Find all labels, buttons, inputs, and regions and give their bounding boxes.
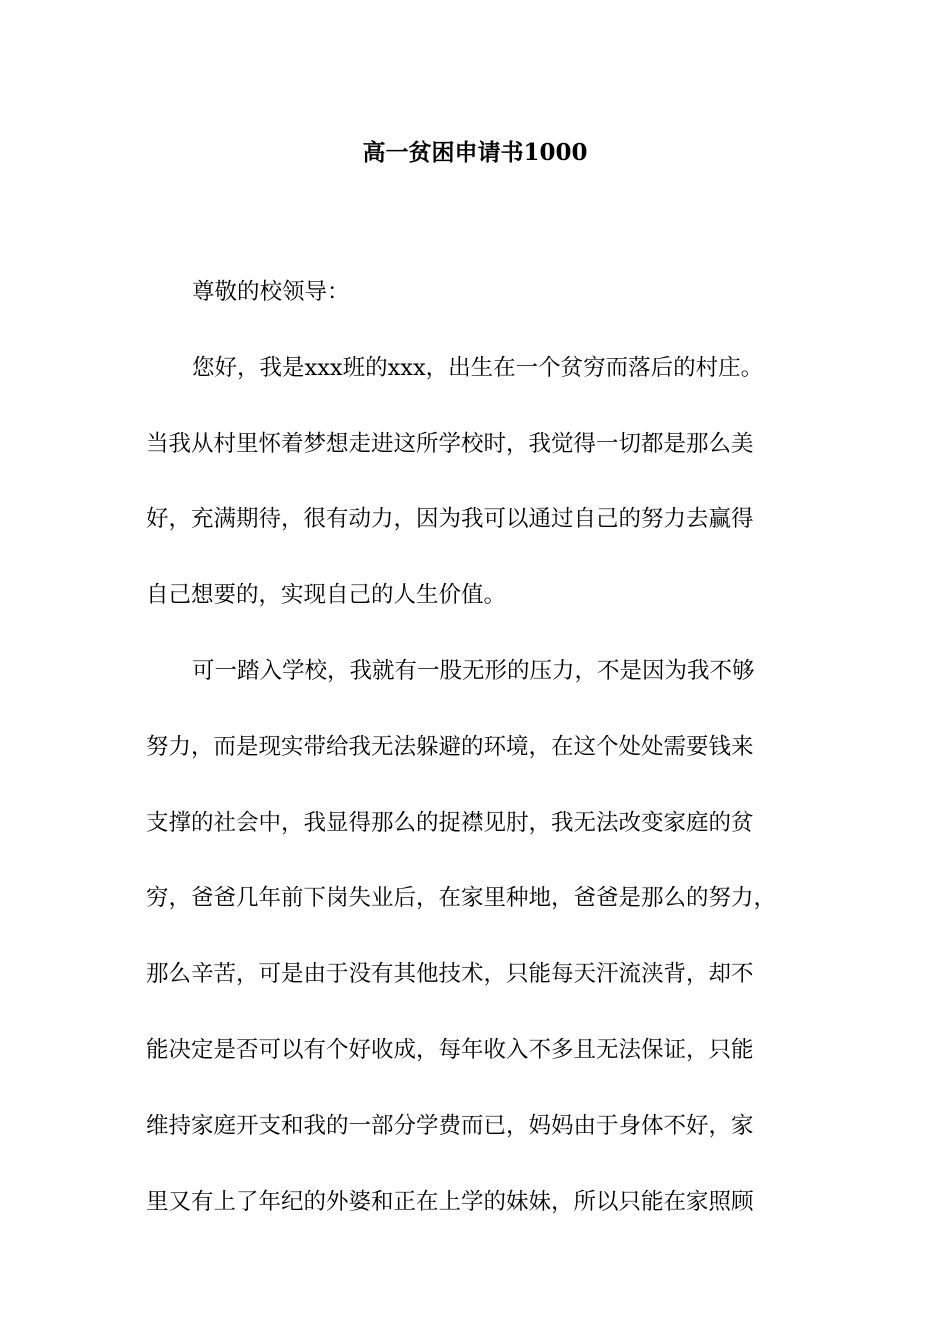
paragraph-line: 自己想要的，实现自己的人生价值。	[146, 582, 507, 609]
paragraph-line: 您好，我是xxx班的xxx，出生在一个贫穷而落后的村庄。	[192, 354, 764, 381]
paragraph-line: 当我从村里怀着梦想走进这所学校时，我觉得一切都是那么美	[146, 430, 754, 457]
paragraph-line: 穷，爸爸几年前下岗失业后，在家里种地，爸爸是那么的努力，	[146, 885, 777, 912]
paragraph-line: 维持家庭开支和我的一部分学费而已，妈妈由于身体不好，家	[146, 1112, 754, 1139]
paragraph-line: 里又有上了年纪的外婆和正在上学的妹妹，所以只能在家照顾	[146, 1188, 754, 1215]
document-title: 高一贫困申请书1000	[362, 139, 588, 166]
document-body	[146, 255, 826, 1240]
paragraph-line: 能决定是否可以有个好收成，每年收入不多且无法保证，只能	[146, 1036, 754, 1063]
paragraph-line: 那么辛苦，可是由于没有其他技术，只能每天汗流浃背，却不	[146, 961, 754, 988]
paragraph-line: 努力，而是现实带给我无法躲避的环境，在这个处处需要钱来	[146, 733, 754, 760]
salutation-line: 尊敬的校领导：	[192, 279, 350, 305]
paragraph-line: 可一踏入学校，我就有一股无形的压力，不是因为我不够	[192, 657, 755, 684]
paragraph-line: 支撑的社会中，我显得那么的捉襟见肘，我无法改变家庭的贫	[146, 809, 754, 836]
paragraph-line: 好，充满期待，很有动力，因为我可以通过自己的努力去赢得	[146, 506, 754, 533]
